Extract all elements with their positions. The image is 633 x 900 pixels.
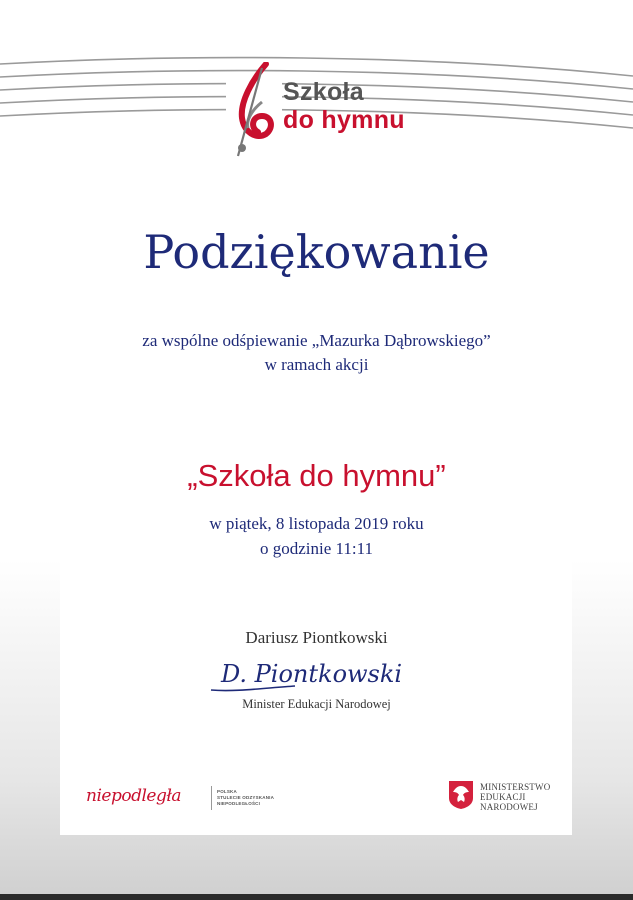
date-line1: w piątek, 8 listopada 2019 roku [209, 514, 424, 533]
signatory-role: Minister Edukacji Narodowej [242, 697, 391, 711]
logo-line1: Szkoła [283, 78, 364, 106]
action-name: „Szkoła do hymnu” [187, 458, 446, 493]
intro-line2: w ramach akcji [264, 355, 369, 374]
polish-eagle-emblem-icon [448, 780, 474, 810]
ministry-logo-text [480, 782, 550, 812]
ministry-line3: NARODOWEJ [480, 802, 538, 812]
program-line2: STULECIE ODZYSKANIA [217, 795, 275, 800]
certificate-title: Podziękowanie [143, 225, 490, 279]
intro-line1: za wspólne odśpiewanie „Mazurka Dąbrowskiego” [142, 331, 491, 350]
handwritten-signature [205, 652, 425, 696]
bottom-border [0, 894, 633, 900]
program-line1: POLSKA [217, 789, 237, 794]
date-line2: o godzinie 11:11 [260, 539, 373, 558]
footer-divider [211, 786, 212, 810]
signatory-name: Dariusz Piontkowski [245, 628, 388, 647]
program-line3: NIEPODLEGŁOŚCI [217, 801, 261, 806]
logo-wordmark [283, 80, 405, 133]
logo-line2: do hymnu [283, 106, 405, 134]
ministry-line2: EDUKACJI [480, 792, 526, 802]
ministry-line1: MINISTERSTWO [480, 782, 551, 792]
niepodlegla-logo: niepodległa [86, 786, 181, 806]
svg-text:D. Piontkowski: D. Piontkowski [221, 660, 403, 688]
program-label [217, 789, 307, 807]
